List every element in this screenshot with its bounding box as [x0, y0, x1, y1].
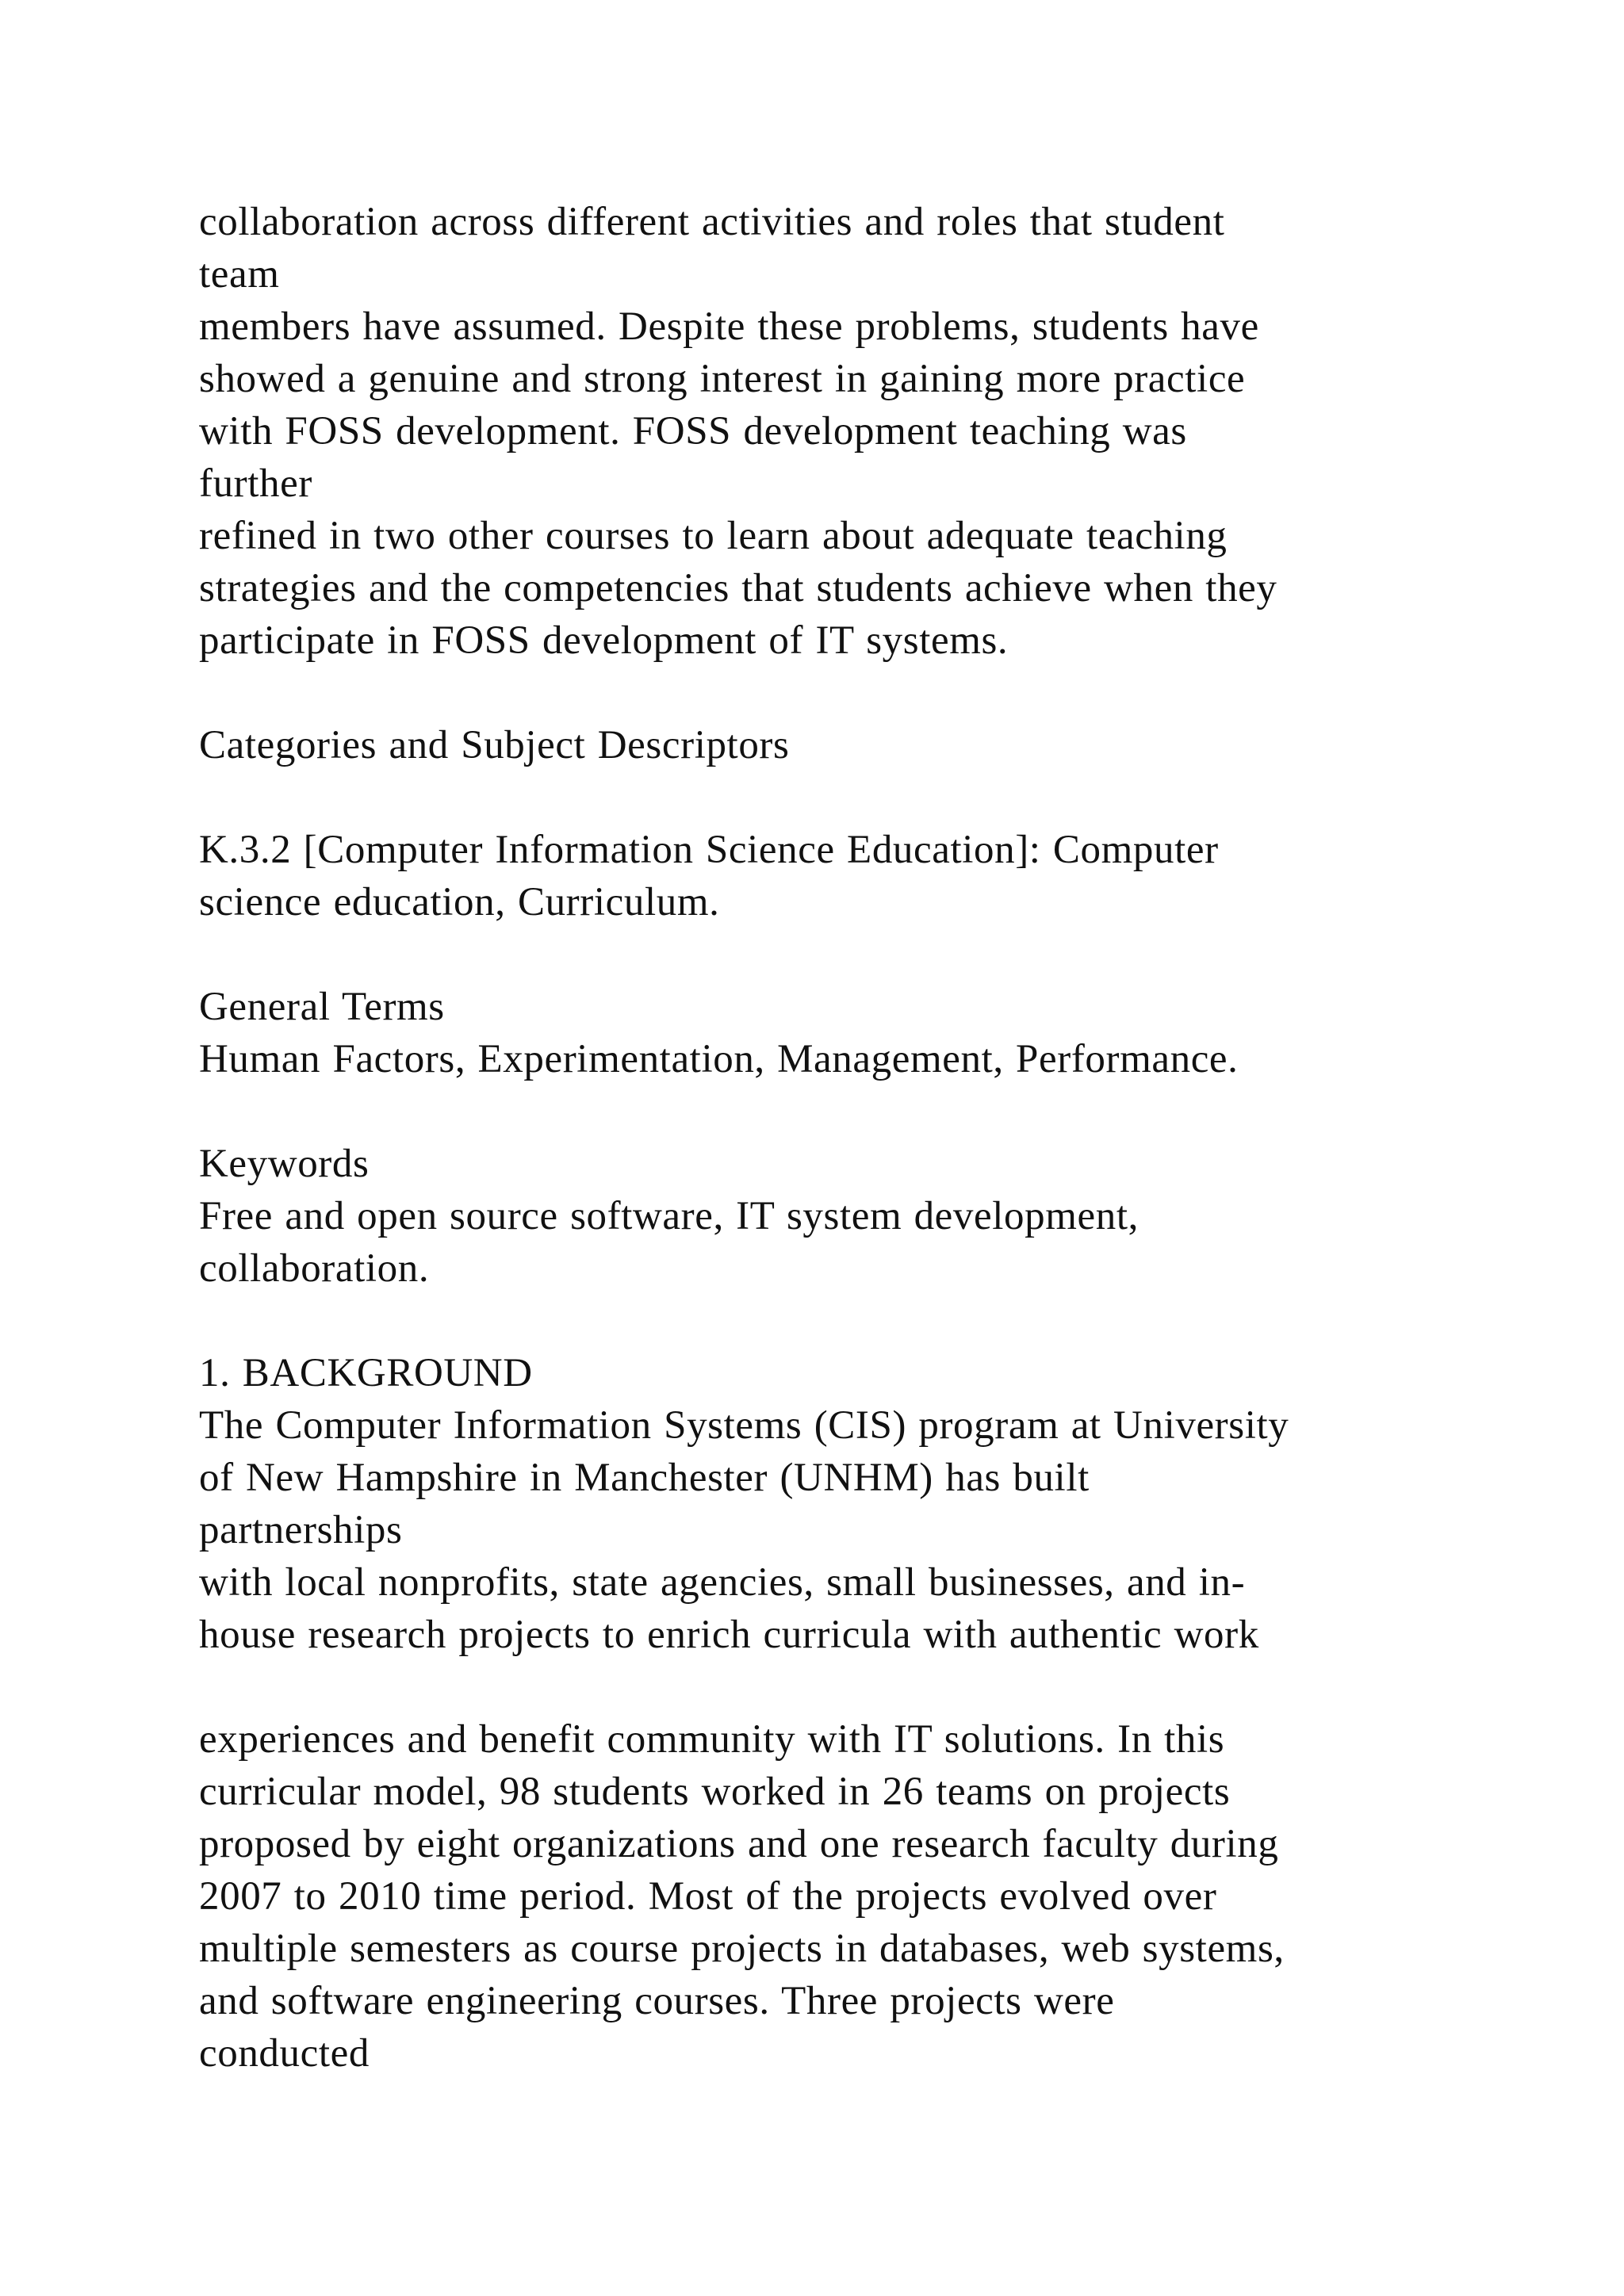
text-line: strategies and the competencies that students achieve when they — [199, 566, 1277, 610]
document-text — [199, 196, 1500, 2080]
text-line: experiences and benefit community with IT solutions. In this — [199, 1717, 1225, 1762]
text-line: 2007 to 2010 time period. Most of the projects evolved over — [199, 1874, 1217, 1919]
text-line: The Computer Information Systems (CIS) program at University — [199, 1403, 1289, 1448]
text-line: science education, Curriculum. — [199, 880, 720, 924]
blank-line — [199, 667, 1500, 719]
text-line: K.3.2 [Computer Information Science Education]: Computer — [199, 828, 1219, 872]
general-terms-heading: General Terms — [199, 985, 445, 1029]
keywords-heading: Keywords — [199, 1142, 370, 1186]
text-line: further — [199, 461, 312, 506]
blank-line — [199, 928, 1500, 981]
text-line: collaboration. — [199, 1246, 430, 1291]
blank-line — [199, 1295, 1500, 1347]
text-line: with local nonprofits, state agencies, small businesses, and in- — [199, 1560, 1246, 1605]
text-line: conducted — [199, 2031, 370, 2076]
keywords-paragraph — [199, 1190, 1500, 1295]
text-line: of New Hampshire in Manchester (UNHM) has built — [199, 1456, 1090, 1500]
general-terms-text: Human Factors, Experimentation, Management, Performance. — [199, 1037, 1239, 1081]
categories-paragraph — [199, 824, 1500, 928]
categories-heading: Categories and Subject Descriptors — [199, 723, 790, 767]
text-line: curricular model, 98 students worked in 26 teams on projects — [199, 1770, 1231, 1814]
blank-line — [199, 771, 1500, 824]
abstract-paragraph — [199, 196, 1500, 667]
text-line: participate in FOSS development of IT systems. — [199, 618, 1009, 663]
text-line: showed a genuine and strong interest in gaining more practice — [199, 357, 1246, 401]
text-line: multiple semesters as course projects in databases, web systems, — [199, 1927, 1285, 1971]
text-line: Free and open source software, IT system development, — [199, 1194, 1139, 1238]
text-line: house research projects to enrich curricula with authentic work — [199, 1613, 1259, 1657]
text-line: and software engineering courses. Three projects were — [199, 1979, 1115, 2023]
background-paragraph-1 — [199, 1399, 1500, 1661]
blank-line — [199, 1085, 1500, 1138]
text-line: with FOSS development. FOSS development teaching was — [199, 409, 1187, 453]
text-line: partnerships — [199, 1508, 403, 1552]
text-line: team — [199, 252, 280, 297]
background-paragraph-2 — [199, 1713, 1500, 2080]
text-line: proposed by eight organizations and one research faculty during — [199, 1822, 1279, 1866]
blank-line — [199, 1661, 1500, 1713]
text-line: collaboration across different activities and roles that student — [199, 200, 1225, 244]
text-line: refined in two other courses to learn about adequate teaching — [199, 514, 1228, 558]
background-heading: 1. BACKGROUND — [199, 1351, 533, 1395]
text-line: members have assumed. Despite these problems, students have — [199, 304, 1259, 349]
